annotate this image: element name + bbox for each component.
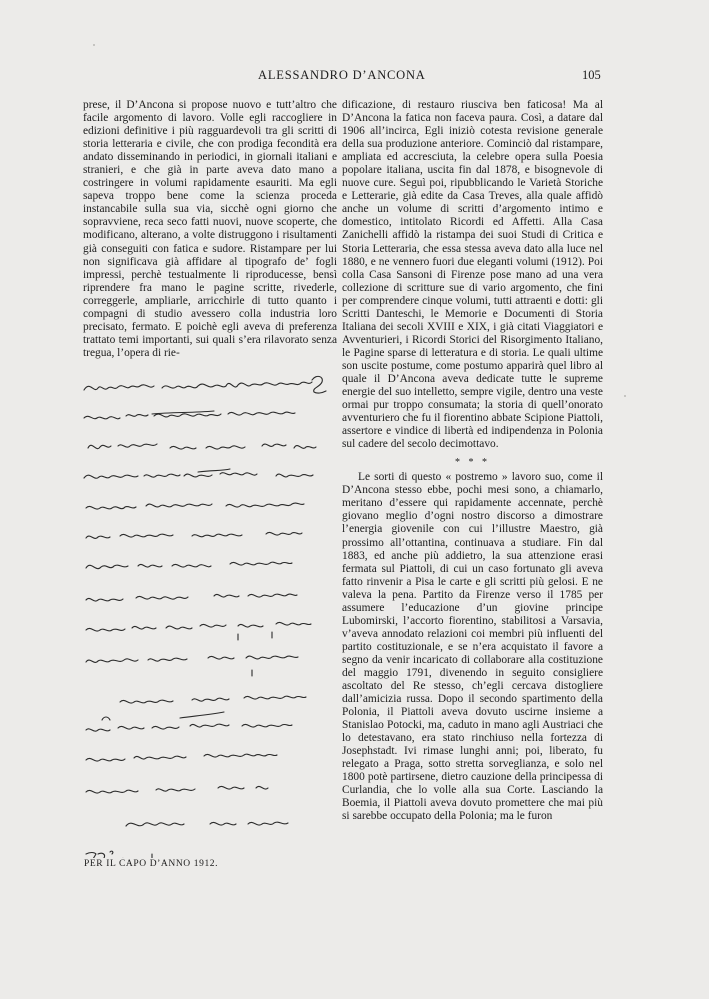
left-column [83, 99, 337, 360]
paper-speck [93, 44, 95, 46]
section-separator: * * * [455, 457, 490, 469]
right-column [342, 99, 603, 824]
right-column-paragraph-1: dificazione, di restauro riusciva ben faticosa! Ma al D’Ancona la fatica non faceva paura. Così, a datare dal 1906 all’incirca, Egli iniziò cotesta revisione generale della sua produzione anteriore. Cominciò dal ristampare, ampliata ed accresciuta, la celebre opera sulla Poesia popolare italiana, uscita fin dal 1878, e bisognevole di nuove cure. Seguì poi, ripubblicando le Varietà Storiche e Letterarie, già edite da Casa Treves, alla quale affidò anche un volume di scritti d’argomento intimo e domestico, intitolato Ricordi ed Affetti. Alla Casa Zanichelli affidò la ristampa dei suoi Studi di Critica e Storia Letteraria, che essa stessa aveva dato alla luce nel 1880, e ne vennero fuori due eleganti volumi (1912). Poi colla Casa Sansoni di Firenze pose mano ad una vera collezione di scritture sue di vario argomento, che fini per comprendere cinque volumi, tutti attraenti e dotti: gli Scritti Danteschi, le Memorie e Documenti di Storia Italiana dei secoli XVIII e XIX, i già citati Viaggiatori e Avventurieri, i Ricordi Storici del Risorgimento Italiano, le Pagine sparse di letteratura e di storia. Le quali ultime son uscite postume, come postumo apparirà quel libro al quale il D’Ancona aveva dedicate tutte le supreme energie del suo intelletto, sempre vigile, dentro una veste ormai pur troppo consumata; la storia di quell’onorato avventuriero che fu il fiorentino abbate Scipione Piattoli, assertore e vindice di libertà ed indipendenza in Polonia sul cadere del secolo decimottavo. [342, 99, 603, 451]
left-column-paragraph: prese, il D’Ancona si propose nuovo e tutt’altro che facile argomento di lavoro. Volle egli raccogliere in edizioni definitive i più ragguardevoli tra gli scritti di storia letteraria e civile, che con prodiga fecondità era andato disseminando in periodici, in giornali italiani e stranieri, e che già in parte aveva dato mano a costringere in volumi rapidamente esauriti. Ma egli sapeva troppo bene come la scienza proceda instancabile sulla sua via, sicchè ogni giorno che sopravviene, reca seco fatti nuovi, nuove scoperte, che modificano, alterano, a volte distruggono i risultamenti già conseguiti con fatica e sudore. Ristampare per lui non significava già affidare al tipografo de’ fogli impressi, perchè testualmente li riproducesse, bensì riprendere fra mano le pagine scritte, rivederle, correggerle, ampliarle, arricchirle di tutto quanto i compagni di studio avessero colla industria loro precisato, fermato. E poichè egli aveva di preferenza trattato temi importanti, sui quali s’era rilavorato senza tregua, l’opera di rie- [83, 99, 337, 359]
handwritten-manuscript-facsimile [80, 368, 338, 858]
running-title: ALESSANDRO D’ANCONA [258, 68, 426, 82]
running-header [0, 68, 709, 84]
manuscript-caption: PER IL CAPO D’ANNO 1912. [84, 859, 219, 869]
paper-speck [624, 395, 626, 397]
page-number: 105 [582, 68, 601, 82]
right-column-paragraph-2: Le sorti di questo « postremo » lavoro suo, come il D’Ancona stesso ebbe, pochi mesi sono, a chiamarlo, meritano d’essere qui rapidamente accennate, perchè giovano meglio d’ogni nostro discorso a dimostrare l’energia giovenile con cui l’illustre Maestro, già prossimo all’ottantina, continuava a studiare. Fin dal 1883, ed anche più addietro, la sua attenzione erasi fermata sul Piattoli, di cui un caso fortunato gli aveva fatto rinvenir a Pisa le carte e gli scritti più gelosi. E ne valeva la pena. Partito da Firenze verso il 1785 per assumere l’educazione d’un giovine principe Lubomirski, l’accorto fiorentino, stabilitosi a Varsavia, v’aveva annodato relazioni coi membri più influenti del partito costituzionale, e se n’era acquistato il favore a segno da venir incaricato di collaborare alla costituzione del maggio 1791, divenendo in seguito consigliere ascoltato del Re stesso, ch’egli cercava distogliere dall’amicizia russa. Dopo il secondo spartimento della Polonia, il Piattoli aveva dovuto uscirne insieme a Stanislao Potocki, ma, caduto in mano agli Austriaci che lo detestavano, era stato rinchiuso nella fortezza di Josephstadt. Ivi rimase lunghi anni; poi, liberato, fu relegato a Praga, sotto stretta sorveglianza, e solo nel 1800 potè partirsene, dietro cauzione della principessa di Curlandia, che lo volle alla sua Corte. Lasciando la Boemia, il Piattoli aveva dovuto promettere che mai più si sarebbe occupato della Polonia; ma le furon [342, 471, 603, 823]
